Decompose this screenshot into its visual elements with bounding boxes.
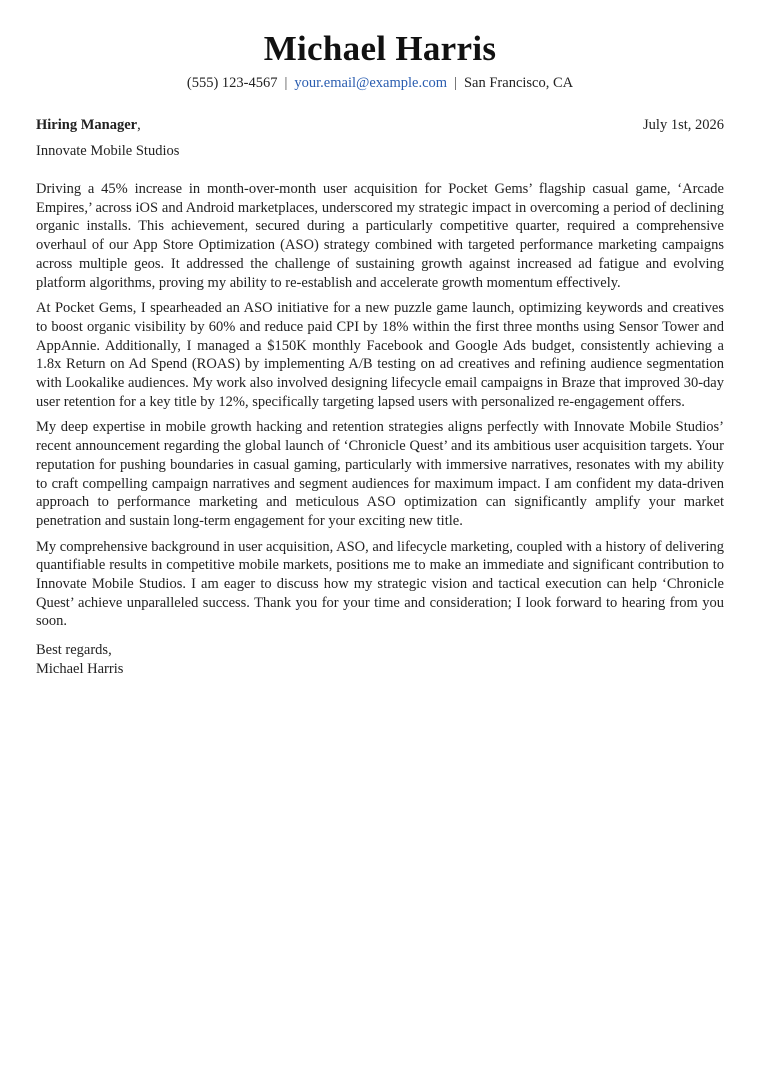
cover-letter-page [36, 0, 724, 679]
recipient-date-row [36, 117, 724, 134]
recipient-title-suffix: , [137, 117, 141, 133]
body-paragraph: My comprehensive background in user acquisition, ASO, and lifecycle marketing, coupled with a history of delivering quantifiable results in competitive mobile markets, positions me to make an immediate and significant contribution to Innovate Mobile Studios. I am eager to discuss how my strategic vision and tactical execution can help ‘Chronicle Quest’ achieve unparalleled success. Thank you for your time and consideration; I look forward to hearing from you soon. [36, 538, 724, 630]
body-paragraph: At Pocket Gems, I spearheaded an ASO initiative for a new puzzle game launch, optimizing keywords and creatives to boost organic visibility by 60% and reduce paid CPI by 18% within the first three months using Sensor Tower and AppAnnie. Additionally, I managed a $150K monthly Facebook and Google Ads budget, consistently achieving a 1.8x Return on Ad Spend (ROAS) by implementing A/B testing on ad creatives and refining audience segmentation with Lookalike audiences. My work also involved designing lifecycle email campaigns in Braze that improved 30-day user retention for a key title by 12%, specifically targeting lapsed users with personalized re-engagement offers. [36, 300, 724, 410]
applicant-name: Michael Harris [263, 29, 497, 68]
body-paragraph: My deep expertise in mobile growth hacking and retention strategies aligns perfectly with Innovate Mobile Studios’ recent announcement regarding the global launch of ‘Chronicle Quest’ and its ambitious user acquisition targets. Your reputation for pushing boundaries in casual gaming, particularly with immersive narratives, resonates with my ability to craft compelling campaign narratives and segment audiences for maximum impact. I am confident my data-driven approach to performance marketing and meticulous ASO optimization can significantly amplify your market penetration and sustain long-term engagement for your exciting new title. [36, 419, 724, 529]
letter-closing [36, 641, 724, 678]
recipient-title: Hiring Manager [36, 117, 138, 133]
letter-body [36, 180, 724, 631]
phone-number: (555) 123-4567 [186, 75, 278, 91]
location: San Francisco, CA [463, 75, 574, 91]
body-paragraph: Driving a 45% increase in month-over-month user acquisition for Pocket Gems’ flagship casual game, ‘Arcade Empires,’ across iOS and Android marketplaces, underscored my strategic impact in overcoming a period of declining organic installs. This achievement, secured during a particularly competitive quarter, required a comprehensive overhaul of our App Store Optimization (ASO) strategy combined with targeted performance marketing campaigns across multiple geos. It addressed the challenge of sustaining growth against increased ad fatigue and evolving platform algorithms, proving my ability to re-establish and accelerate growth momentum effectively. [36, 181, 724, 291]
closing-salutation: Best regards, [36, 642, 112, 659]
contact-separator: | [454, 75, 457, 91]
contact-line [36, 75, 724, 92]
contact-separator: | [284, 75, 288, 91]
recipient-greeting [36, 117, 141, 134]
letter-date: July 1st, 2026 [643, 117, 724, 133]
recipient-company: Innovate Mobile Studios [36, 143, 180, 159]
email-link[interactable]: your.email@example.com [294, 75, 448, 91]
closing-signature: Michael Harris [36, 660, 124, 677]
